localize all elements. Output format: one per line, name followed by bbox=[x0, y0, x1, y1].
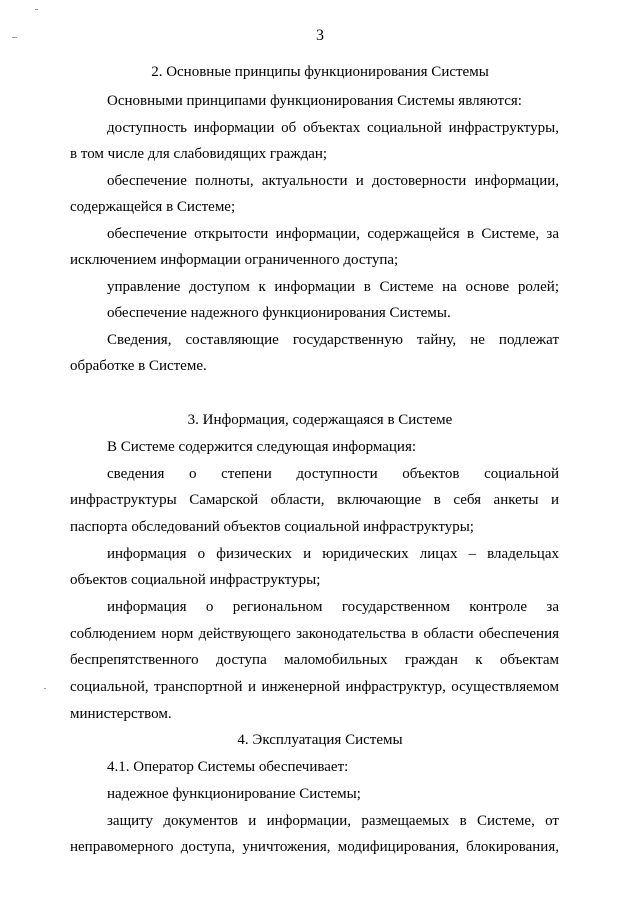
paragraph-line: обеспечение надежного функционирования Системы. bbox=[107, 305, 451, 321]
paragraph-line: доступность информации об объектах социальной инфраструктуры, bbox=[107, 120, 559, 136]
paragraph-line: исключением информации ограниченного доступа; bbox=[70, 252, 399, 268]
paragraph-line: социальной, транспортной и инженерной инфраструктур, осуществляемом bbox=[70, 679, 559, 695]
paragraph-line: паспорта обследований объектов социальной инфраструктуры; bbox=[70, 519, 474, 535]
paragraph-line: управление доступом к информации в Системе на основе ролей; bbox=[107, 279, 559, 295]
paragraph-line: В Системе содержится следующая информация: bbox=[107, 439, 417, 455]
paragraph-line: соблюдением норм действующего законодательства в области обеспечения bbox=[70, 626, 559, 642]
paragraph-line: информация о физических и юридических лицах – владельцах bbox=[107, 546, 559, 562]
paragraph-line: содержащейся в Системе; bbox=[70, 199, 236, 215]
paragraph-line: Сведения, составляющие государственную тайну, не подлежат bbox=[107, 332, 559, 348]
paragraph-line: защиту документов и информации, размещаемых в Системе, от bbox=[107, 813, 559, 829]
paragraph-line: объектов социальной инфраструктуры; bbox=[70, 572, 321, 588]
paragraph-line: сведения о степени доступности объектов социальной bbox=[107, 466, 559, 482]
paragraph-line: информация о региональном государственном контроле за bbox=[107, 599, 559, 615]
paragraph-line: 4.1. Оператор Системы обеспечивает: bbox=[107, 759, 349, 775]
section-heading: 4. Эксплуатация Системы bbox=[237, 732, 403, 748]
scan-mark bbox=[35, 9, 38, 10]
paragraph-line: надежное функционирование Системы; bbox=[107, 786, 361, 802]
section-heading: 2. Основные принципы функционирования Системы bbox=[151, 64, 489, 80]
section-heading: 3. Информация, содержащаяся в Системе bbox=[187, 412, 453, 428]
paragraph-line: министерством. bbox=[70, 706, 172, 722]
paragraph-line: в том числе для слабовидящих граждан; bbox=[70, 146, 328, 162]
paragraph-line: обеспечение полноты, актуальности и достоверности информации, bbox=[107, 173, 559, 189]
paragraph-line: беспрепятственного доступа маломобильных граждан к объектам bbox=[70, 652, 559, 668]
paragraph-line: обработке в Системе. bbox=[70, 358, 207, 374]
paragraph-line: неправомерного доступа, уничтожения, модифицирования, блокирования, bbox=[70, 839, 559, 855]
paragraph-line: обеспечение открытости информации, содержащейся в Системе, за bbox=[107, 226, 559, 242]
paragraph-line: Основными принципами функционирования Системы являются: bbox=[107, 93, 522, 109]
paragraph-line: инфраструктуры Самарской области, включающие в себя анкеты и bbox=[70, 492, 559, 508]
scan-mark bbox=[44, 688, 46, 689]
page-number: 3 bbox=[316, 27, 324, 44]
